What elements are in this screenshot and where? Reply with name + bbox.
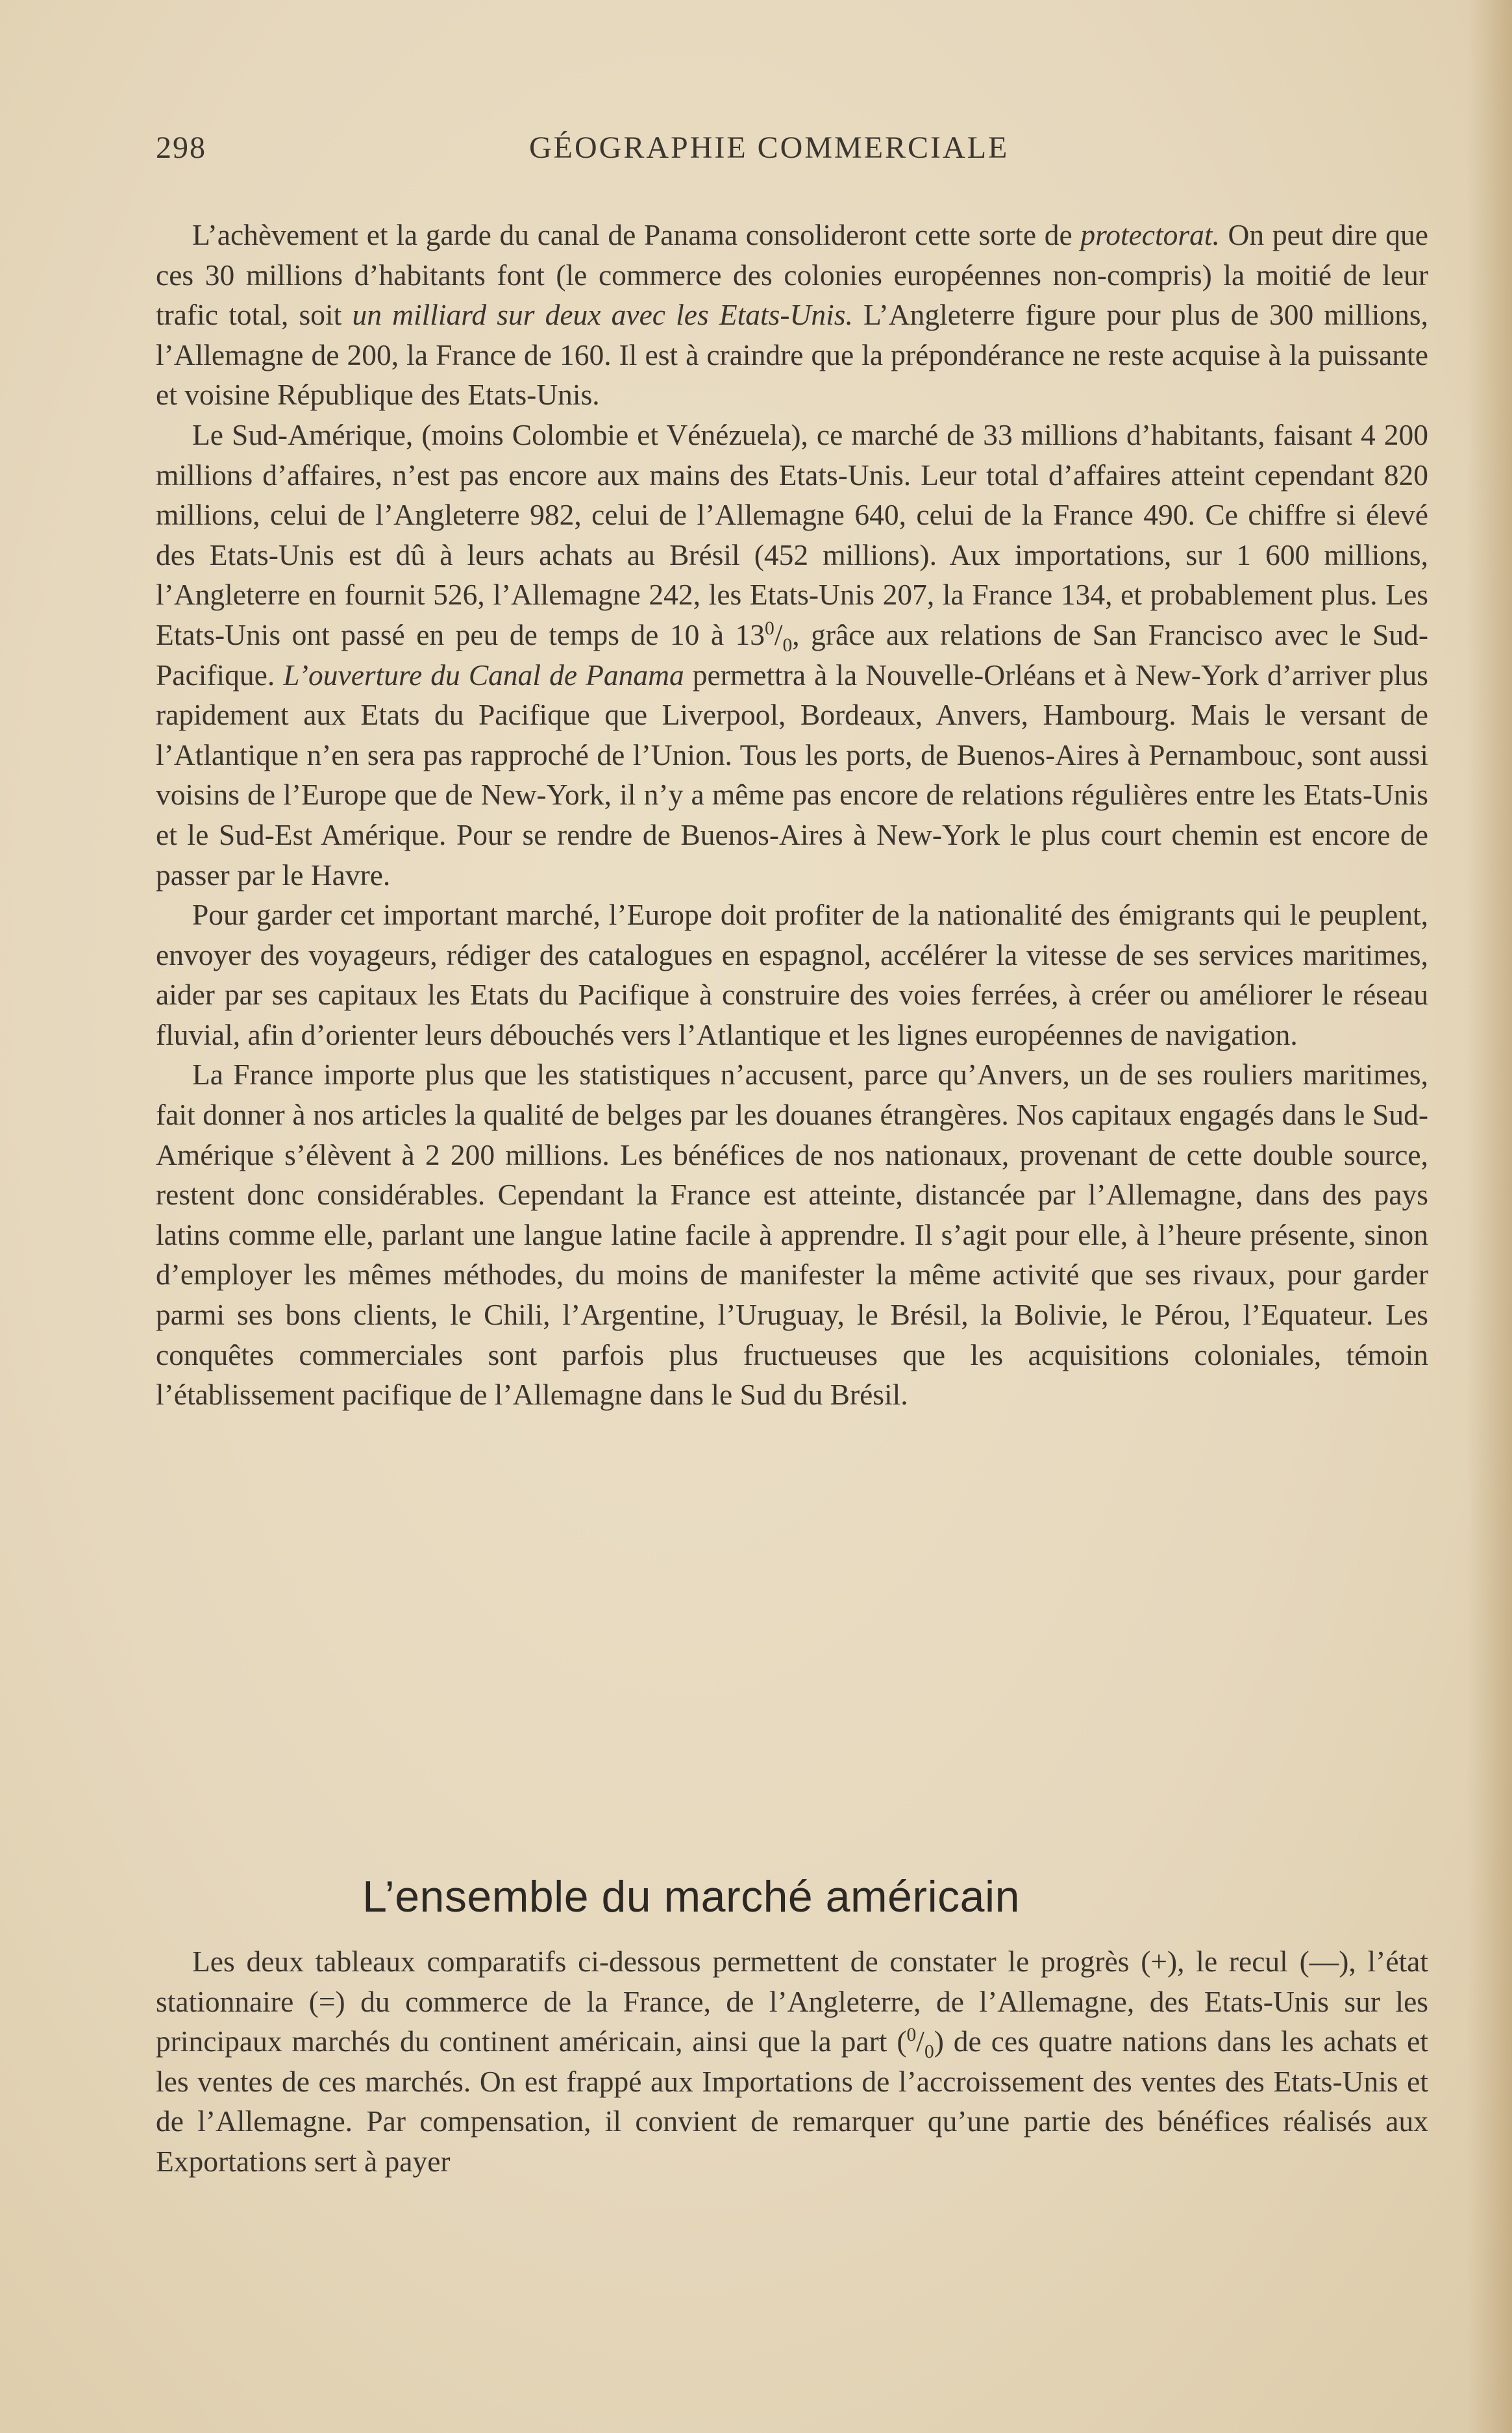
italic-run: protectorat. — [1080, 218, 1220, 251]
section-heading — [0, 1871, 1512, 1922]
text-run: La France importe plus que les statistiques n’accusent, parce qu’Anvers, un de ses rouliers maritimes, fait donner à nos articles la qualité de belges par les douanes étrangères. Nos capitaux engagés dans le Sud-Amérique s’élèvent à 2 200 millions. Les bénéfices de nos nationaux, provenant de cette double source, restent donc considérables. Cependant la France est atteinte, distancée par l’Allemagne, dans des pays latins comme elle, parlant une langue latine facile à apprendre. Il s’agit pour elle, à l’heure présente, sinon d’employer les mêmes méthodes, du moins de manifester la même activité que ses rivaux, pour garder parmi ses bons clients, le Chili, l’Argentine, l’Uruguay, le Brésil, la Bolivie, le Pérou, l’Equateur. Les conquêtes commerciales sont parfois plus fructueuses que les acquisitions coloniales, témoin l’établissement pacifique de l’Allemagne dans le Sud du Brésil. — [156, 1058, 1428, 1412]
text-run: / — [774, 618, 783, 651]
text-run: Le Sud-Amérique, (moins Colombie et Vénézuela), ce marché de 33 millions d’habitants, faisant 4 200 millions d’affaires, n’est pas encore aux mains des Etats-Unis. Leur total d’affaires atteint cependant 820 millions, celui de l’Angleterre 982, celui de l’Allemagne 640, celui de la France 490. Ce chiffre si élevé des Etats-Unis est dû à leurs achats au Brésil (452 millions). Aux importations, sur 1 600 millions, l’Angleterre en fournit 526, l’Allemagne 242, les Etats-Unis 207, la France 134, et probablement plus. Les Etats-Unis ont passé en peu de temps de 10 à 13 — [156, 418, 1428, 651]
text-run: 0 — [924, 2041, 934, 2063]
text-run: permettra à la Nouvelle-Orléans et à New-York d’arriver plus rapidement aux Etats du Pacifique que Liverpool, Bordeaux, Anvers, Hambourg. Mais le versant de l’Atlantique n’en sera pas rapproché de l’Union. Tous les ports, de Buenos-Aires à Pernambouc, sont aussi voisins de l’Europe que de New-York, il n’y a même pas encore de relations régulières entre les Etats-Unis et le Sud-Est Amérique. Pour se rendre de Buenos-Aires à New-York le plus court chemin est encore de passer par le Havre. — [156, 658, 1428, 892]
page-edge-shadow — [1467, 0, 1512, 2433]
text-run: L’achèvement et la garde du canal de Panama consolideront cette sorte de — [192, 218, 1081, 251]
page-header — [156, 130, 1376, 175]
italic-run: un milliard sur deux avec les Etats-Unis. — [352, 298, 853, 332]
text-run: , grâce aux relations de San Francisco avec le Sud-Pacifique. — [156, 618, 1428, 692]
paragraph — [156, 895, 1428, 1054]
page-number: 298 — [156, 131, 206, 165]
text-run: / — [916, 2025, 924, 2058]
text-run: ) de ces quatre nations dans les achats et les ventes de ces marchés. On est frappé aux Importations de l’accroissement des ventes des Etats-Unis et de l’Allemagne. Par compensation, il convient de remarquer qu’une partie des bénéfices réalisés aux Exportations sert à payer — [156, 2025, 1428, 2178]
text-run: L’Angleterre figure pour plus de 300 millions, l’Allemagne de 200, la France de 160. Il est à craindre que la prépondérance ne reste acquise à la puissante et voisine République des Etats-Unis. — [156, 298, 1428, 412]
text-run: 0 — [782, 635, 793, 656]
body-text — [156, 215, 1428, 1415]
section-text — [156, 1941, 1428, 2182]
paragraph — [156, 1054, 1428, 1414]
text-run: 0 — [765, 618, 775, 639]
text-run: On peut dire que ces 30 millions d’habitants font (le commerce des colonies européennes non-compris) la moitié de leur trafic total, soit — [156, 218, 1428, 332]
paragraph — [156, 215, 1428, 415]
text-run: Pour garder cet important marché, l’Europe doit profiter de la nationalité des émigrants qui le peuplent, envoyer des voyageurs, rédiger des catalogues en espagnol, accélérer la vitesse de ses services maritimes, aider par ses capitaux les Etats du Pacifique à construire des voies ferrées, à créer ou améliorer le réseau fluvial, afin d’orienter leurs débouchés vers l’Atlantique et les lignes européennes de navigation. — [156, 898, 1428, 1051]
paragraph — [156, 415, 1428, 895]
text-run: 0 — [906, 2025, 917, 2046]
text-run: Les deux tableaux comparatifs ci-dessous permettent de constater le progrès (+), le recul (—), l’état stationnaire (=) du commerce de la France, de l’Angleterre, de l’Allemagne, des Etats-Unis sur les principaux marchés du continent américain, ainsi que la part ( — [156, 1945, 1428, 2058]
italic-run: L’ouverture du Canal de Panama — [283, 658, 684, 692]
running-title: GÉOGRAPHIE COMMERCIALE — [529, 131, 1010, 165]
paragraph — [156, 1941, 1428, 2182]
section-heading-text: L’ensemble du marché américain — [362, 1872, 1020, 1921]
